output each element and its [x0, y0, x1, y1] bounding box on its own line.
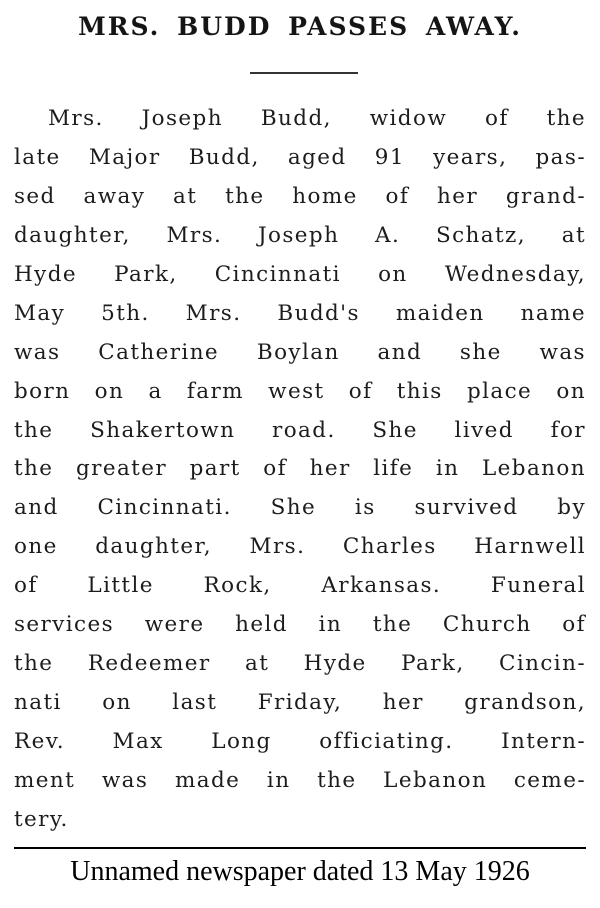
article-line: one daughter, Mrs. Charles Harnwell: [14, 534, 586, 560]
headline-divider: [250, 72, 358, 74]
article-line: Hyde Park, Cincinnati on Wednesday,: [14, 261, 586, 287]
article-line: ment was made in the Lebanon ceme-: [14, 767, 586, 793]
article-line: was Catherine Boylan and she was: [14, 339, 586, 365]
article-line: services were held in the Church of: [14, 612, 586, 638]
article-line: the Shakertown road. She lived for: [14, 417, 586, 443]
article-headline: MRS. BUDD PASSES AWAY.: [78, 12, 522, 41]
article-line: daughter, Mrs. Joseph A. Schatz, at: [14, 222, 586, 248]
article-line: tery.: [14, 806, 69, 832]
article-line: sed away at the home of her grand-: [14, 183, 586, 209]
article-line: Mrs. Joseph Budd, widow of the: [48, 106, 586, 131]
article-line: May 5th. Mrs. Budd's maiden name: [14, 300, 586, 326]
article-line: the greater part of her life in Lebanon: [14, 456, 586, 482]
article-line: nati on last Friday, her grandson,: [14, 690, 586, 716]
source-caption: Unnamed newspaper dated 13 May 1926: [70, 856, 530, 887]
article-line: and Cincinnati. She is survived by: [14, 495, 586, 521]
article-line: of Little Rock, Arkansas. Funeral: [14, 573, 586, 599]
article-line: Rev. Max Long officiating. Intern-: [14, 729, 586, 754]
article-line: born on a farm west of this place on: [14, 378, 586, 404]
article-line: the Redeemer at Hyde Park, Cincin-: [14, 651, 586, 677]
caption-divider: [14, 847, 586, 849]
article-line: late Major Budd, aged 91 years, pas-: [14, 144, 586, 170]
article-body: [14, 100, 586, 840]
